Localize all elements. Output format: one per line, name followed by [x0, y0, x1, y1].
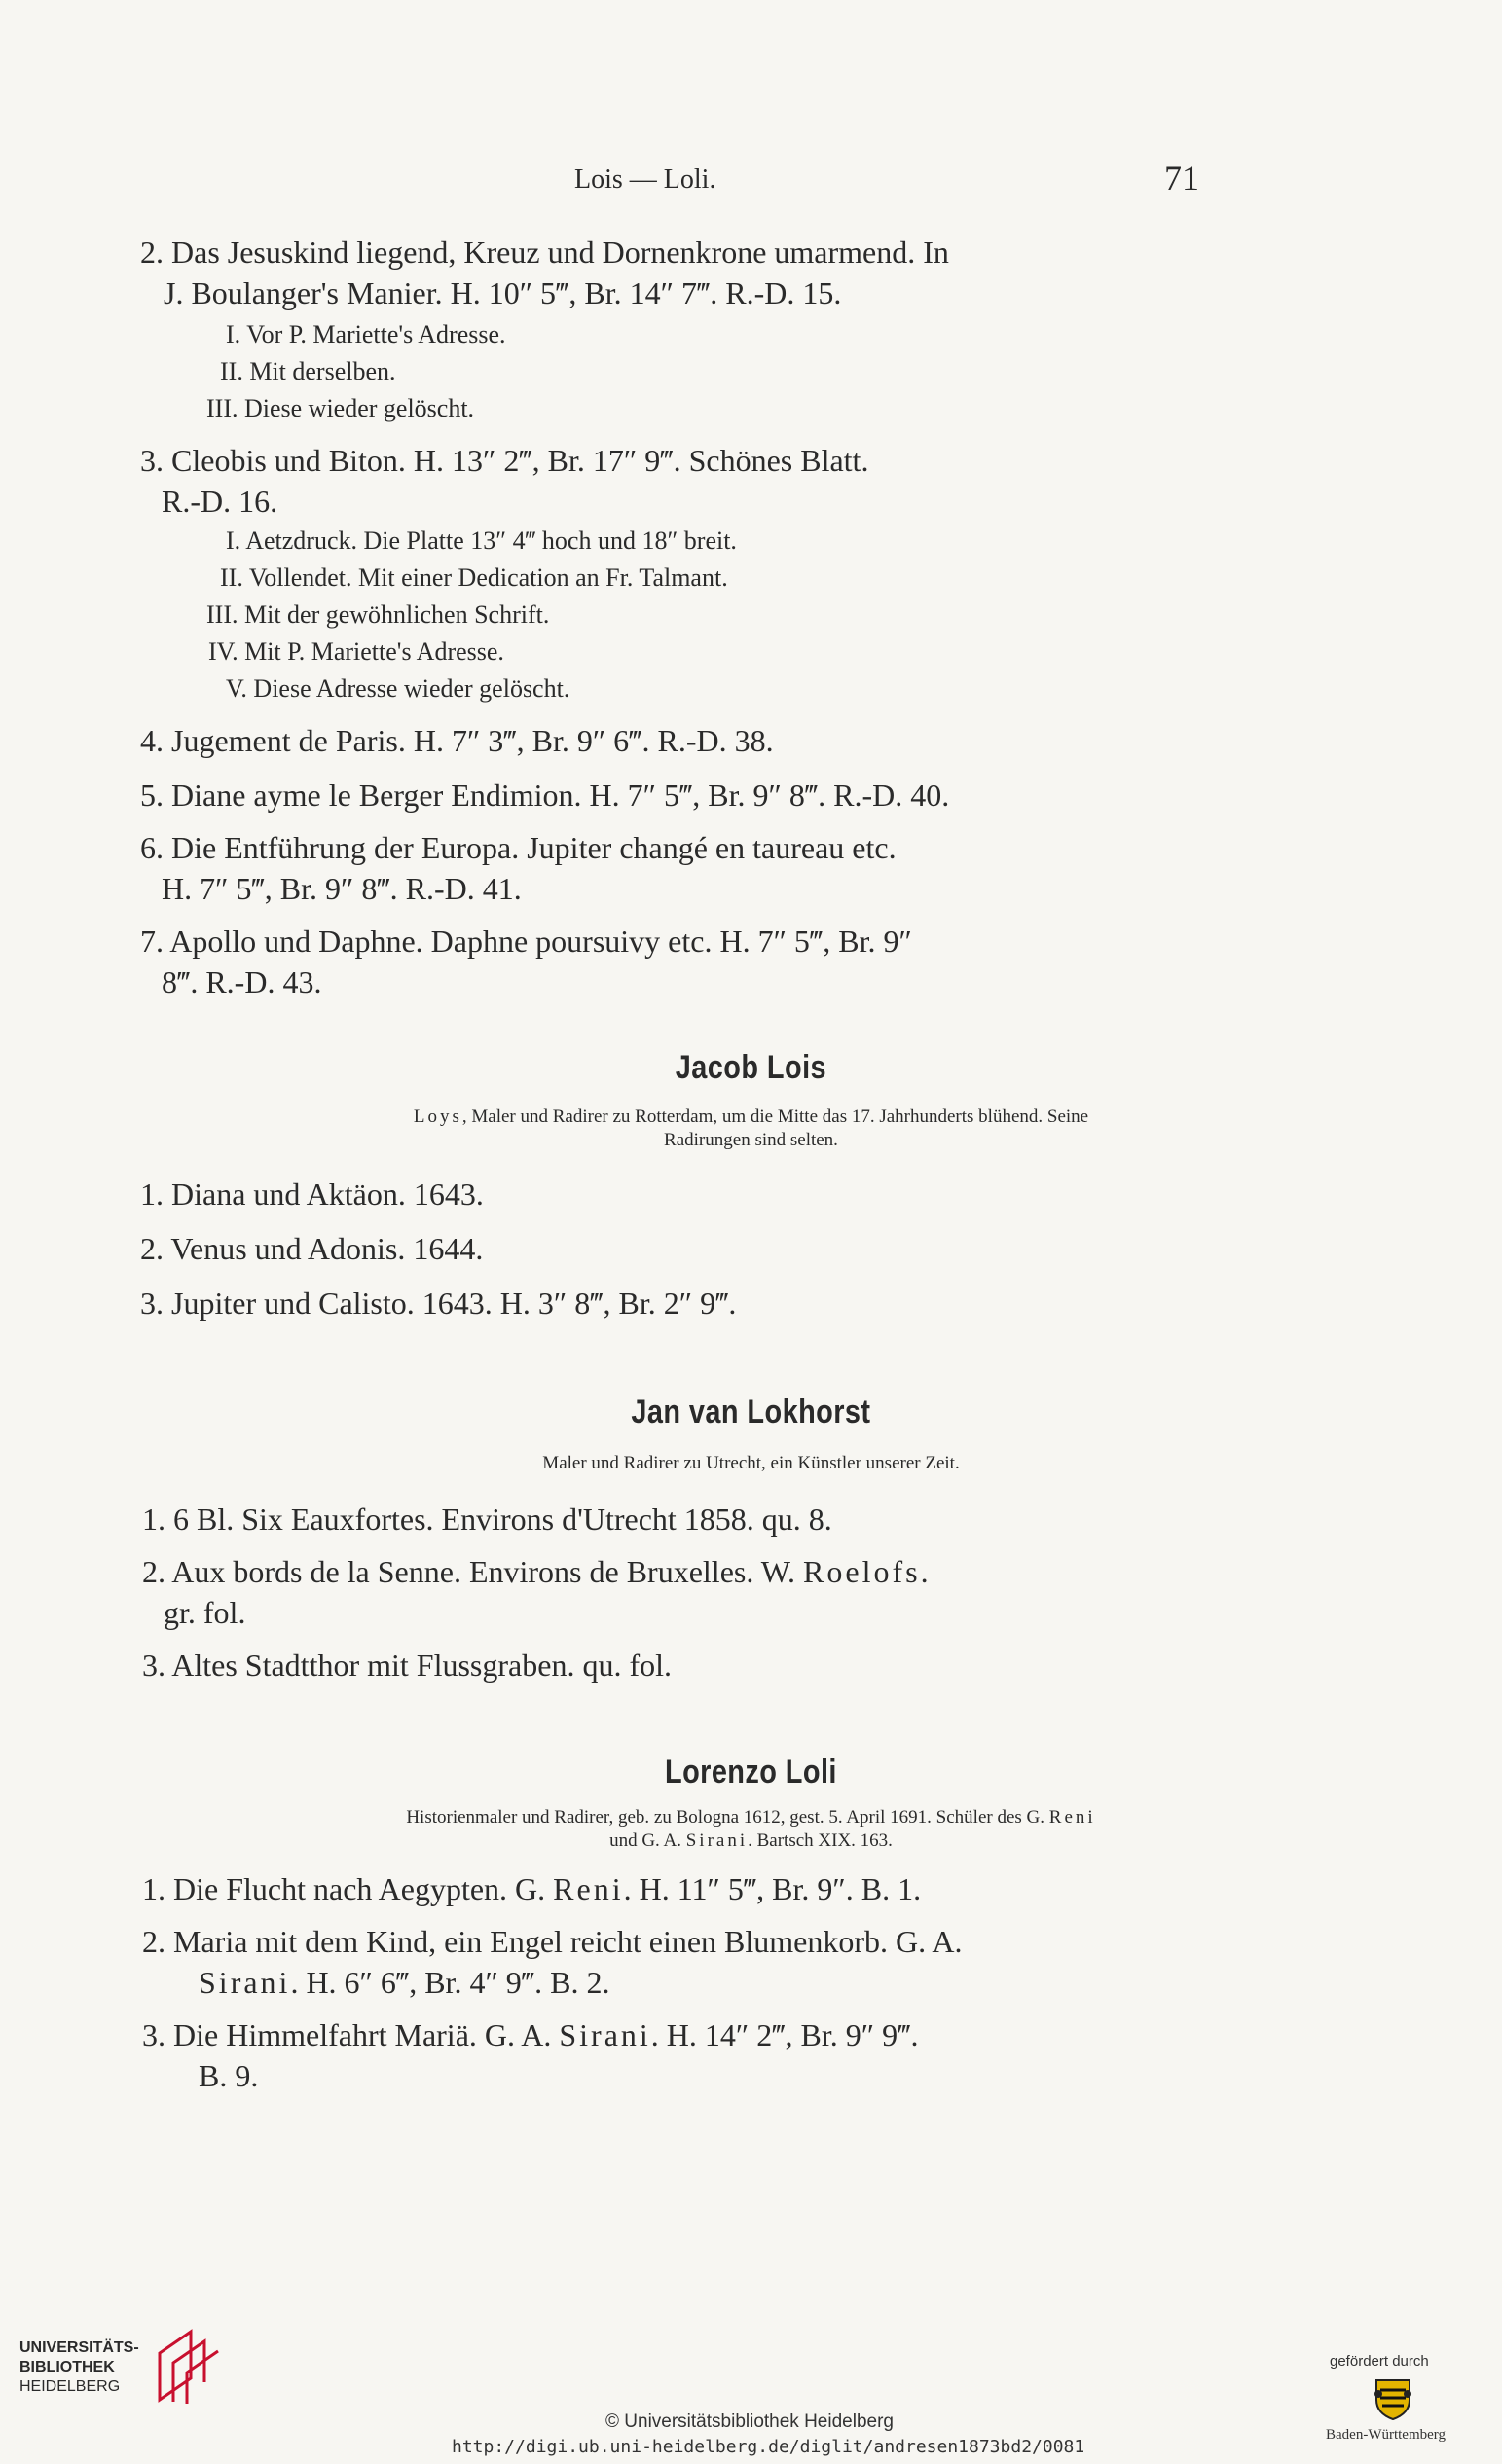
- name-reni: Reni: [553, 1871, 624, 1906]
- state-5: V. Diese Adresse wieder gelöscht.: [226, 674, 570, 703]
- item-text: . H. 14″ 2‴, Br. 9″ 9‴.: [650, 2017, 919, 2052]
- item-text: 3. Die Himmelfahrt Mariä. G. A.: [142, 2017, 560, 2052]
- intro-text: , Maler und Radirer zu Rotterdam, um die Mitte das 17. Jahrhunderts blühend. Seine: [461, 1106, 1089, 1127]
- name-roelofs: Roelofs.: [803, 1554, 932, 1589]
- jacob-item-3: 3. Jupiter und Calisto. 1643. H. 3″ 8‴, Br. 2″ 9‴.: [140, 1286, 737, 1321]
- name-sirani: Sirani: [559, 2017, 651, 2052]
- jacob-intro-line-1: [146, 1105, 1356, 1129]
- intro-text: Historienmaler und Radirer, geb. zu Bologna 1612, gest. 5. April 1691. Schüler des G.: [406, 1807, 1049, 1828]
- entry-2-line-1: 2. Das Jesuskind liegend, Kreuz und Dornenkrone umarmend. In: [140, 235, 949, 270]
- lorenzo-intro-line-2: [146, 1830, 1356, 1853]
- lorenzo-item-2-line-1: 2. Maria mit dem Kind, ein Engel reicht einen Blumenkorb. G. A.: [142, 1924, 963, 1959]
- page-number: 71: [1164, 159, 1199, 198]
- state-2: II. Vollendet. Mit einer Dedication an Fr. Talmant.: [220, 563, 728, 592]
- lorenzo-item-1: [142, 1870, 921, 1907]
- jan-item-3: 3. Altes Stadtthor mit Flussgraben. qu. fol.: [142, 1648, 672, 1683]
- entry-2-line-2: J. Boulanger's Manier. H. 10″ 5‴, Br. 14″ 7‴. R.-D. 15.: [164, 275, 842, 310]
- state-2: II. Mit derselben.: [220, 357, 396, 385]
- jacob-item-2: 2. Venus und Adonis. 1644.: [140, 1231, 484, 1266]
- jan-item-2-text: 2. Aux bords de la Senne. Environs de Bruxelles. W.: [142, 1554, 804, 1589]
- heading-lorenzo-loli: Lorenzo Loli: [664, 1754, 837, 1791]
- name-loys: Loys: [413, 1106, 462, 1127]
- intro-text: und G. A.: [609, 1830, 686, 1851]
- jacob-intro-line-2: Radirungen sind selten.: [664, 1130, 838, 1150]
- name-reni: Reni: [1048, 1807, 1096, 1828]
- heading-jan-van-lokhorst: Jan van Lokhorst: [631, 1394, 871, 1431]
- logo-line-1: UNIVERSITÄTS-: [19, 2339, 139, 2356]
- jan-item-1: 1. 6 Bl. Six Eauxfortes. Environs d'Utrecht 1858. qu. 8.: [142, 1502, 832, 1537]
- running-head: Lois — Loli.: [574, 164, 716, 195]
- state-1: I. Vor P. Mariette's Adresse.: [226, 320, 506, 348]
- state-3: III. Mit der gewöhnlichen Schrift.: [206, 600, 550, 629]
- lorenzo-item-2-line-2: [199, 1964, 609, 2001]
- jan-item-2-line-2: gr. fol.: [164, 1595, 246, 1630]
- item-text: . H. 11″ 5‴, Br. 9″. B. 1.: [623, 1871, 922, 1906]
- sponsor-label: gefördert durch: [1330, 2353, 1429, 2370]
- copyright-notice: © Universitätsbibliothek Heidelberg: [605, 2411, 894, 2432]
- intro-text: . Bartsch XIX. 163.: [748, 1830, 893, 1851]
- entry-7-line-1: 7. Apollo und Daphne. Daphne poursuivy etc. H. 7″ 5‴, Br. 9″: [140, 924, 912, 959]
- library-emblem-icon: [150, 2324, 222, 2406]
- name-sirani: Sirani: [685, 1830, 749, 1851]
- state-3: III. Diese wieder gelöscht.: [206, 394, 475, 422]
- sponsor-name: Baden-Württemberg: [1326, 2427, 1447, 2443]
- logo-line-2: BIBLIOTHEK: [19, 2359, 115, 2375]
- library-logo[interactable]: [19, 2337, 253, 2435]
- source-url[interactable]: http://digi.ub.uni-heidelberg.de/diglit/andresen1873bd2/0081: [452, 2437, 1085, 2457]
- entry-6-line-1: 6. Die Entführung der Europa. Jupiter changé en taureau etc.: [140, 830, 897, 865]
- name-sirani: Sirani: [199, 1965, 291, 2000]
- entry-5: 5. Diane ayme le Berger Endimion. H. 7″ 5‴, Br. 9″ 8‴. R.-D. 40.: [140, 778, 950, 813]
- state-4: IV. Mit P. Mariette's Adresse.: [208, 637, 504, 666]
- lorenzo-item-3-line-1: [142, 2016, 918, 2053]
- entry-3-line-2: R.-D. 16.: [162, 484, 278, 519]
- lorenzo-intro-line-1: [146, 1806, 1356, 1830]
- jan-item-2-line-1: [142, 1553, 932, 1590]
- coat-of-arms-icon: [1371, 2374, 1415, 2421]
- item-text: . H. 6″ 6‴, Br. 4″ 9‴. B. 2.: [290, 1965, 610, 2000]
- jan-intro: Maler und Radirer zu Utrecht, ein Künstler unserer Zeit.: [542, 1453, 960, 1473]
- logo-line-3: HEIDELBERG: [19, 2378, 121, 2395]
- entry-3-line-1: 3. Cleobis und Biton. H. 13″ 2‴, Br. 17″ 9‴. Schönes Blatt.: [140, 443, 869, 478]
- lorenzo-item-3-line-2: B. 9.: [199, 2058, 259, 2093]
- entry-7-line-2: 8‴. R.-D. 43.: [162, 964, 322, 999]
- entry-4: 4. Jugement de Paris. H. 7″ 3‴, Br. 9″ 6‴. R.-D. 38.: [140, 723, 774, 758]
- item-text: 1. Die Flucht nach Aegypten. G.: [142, 1871, 554, 1906]
- state-1: I. Aetzdruck. Die Platte 13″ 4‴ hoch und 18″ breit.: [226, 526, 737, 555]
- entry-6-line-2: H. 7″ 5‴, Br. 9″ 8‴. R.-D. 41.: [162, 871, 522, 906]
- heading-jacob-lois: Jacob Lois: [675, 1049, 827, 1086]
- jacob-item-1: 1. Diana und Aktäon. 1643.: [140, 1177, 484, 1212]
